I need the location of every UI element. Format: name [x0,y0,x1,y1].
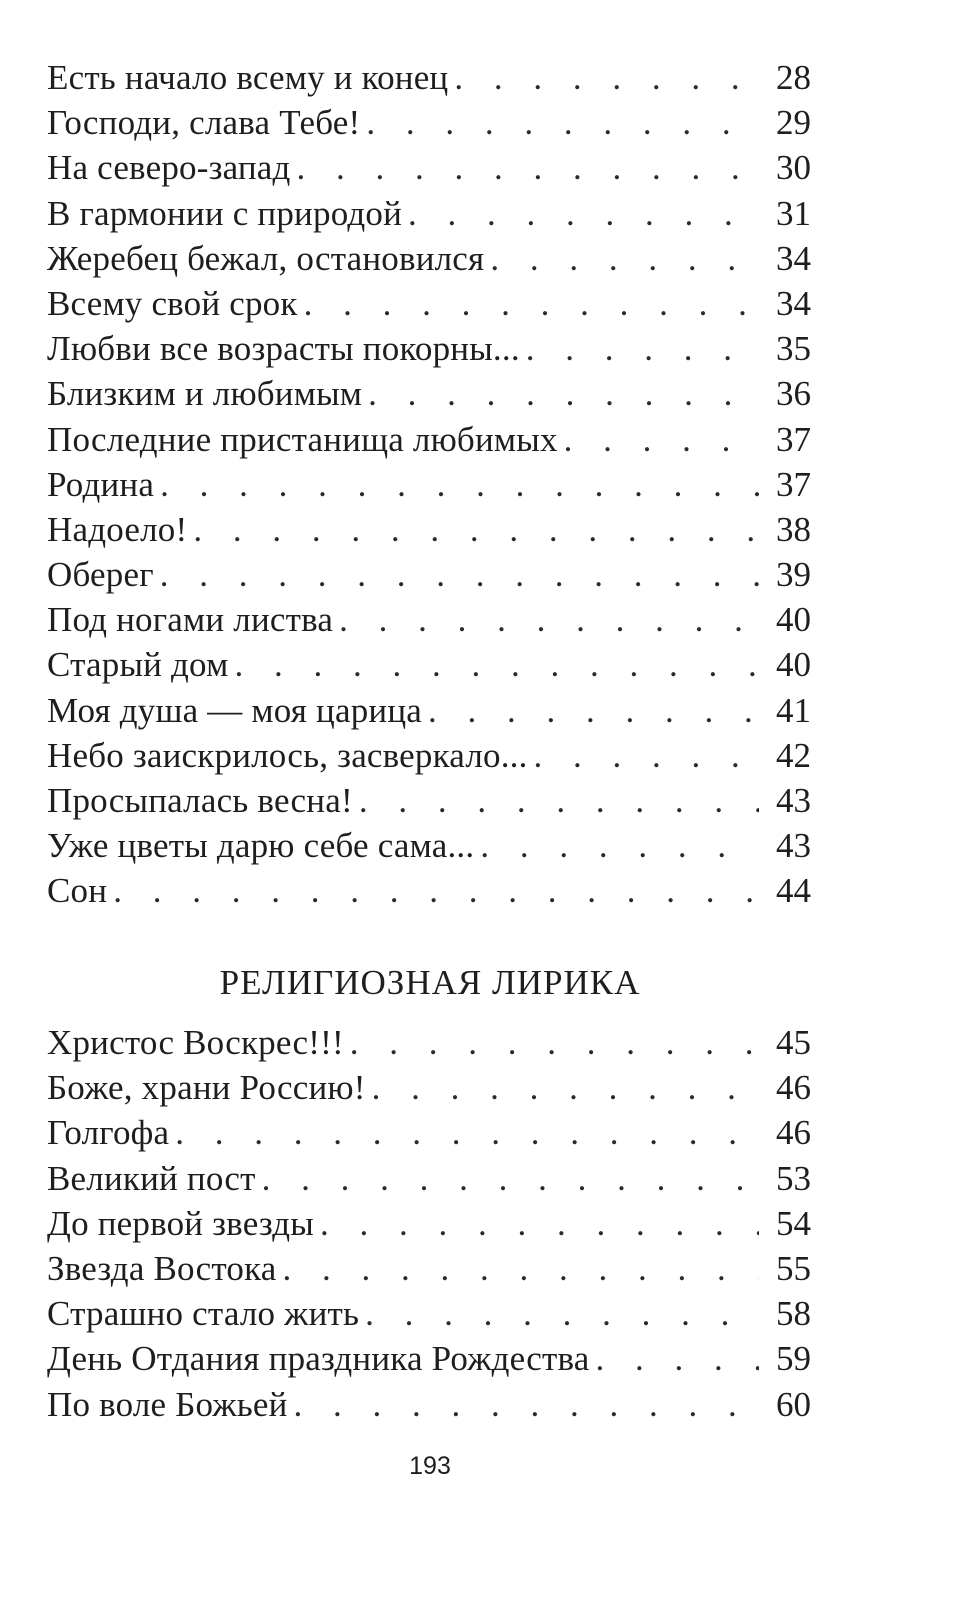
toc-entry [47,733,811,778]
section-heading: РЕЛИГИОЗНАЯ ЛИРИКА [219,963,641,1002]
toc-entry [47,1065,811,1110]
toc-entry [47,1156,811,1201]
dot-leader [234,642,759,687]
dot-leader [262,1156,759,1201]
toc-entry-page: 55 [776,1248,811,1288]
toc-entry-page: 37 [776,464,811,504]
toc-entry-page: 46 [776,1068,811,1108]
toc-entry [47,1336,811,1381]
dot-leader [113,868,759,913]
toc-entry [47,1020,811,1065]
toc-entry [47,868,811,913]
toc-entry-title: Боже, храни Россию! [47,1068,366,1108]
toc-entry-title: Всему свой срок [47,283,298,323]
dot-leader [359,778,759,823]
toc-entry-title: Голгофа [47,1113,170,1153]
dot-leader [534,733,759,778]
toc-entry-page: 40 [776,600,811,640]
toc-entry [47,778,811,823]
toc-entry-title: Моя душа — моя царица [47,690,423,730]
toc-entry [47,1201,811,1246]
dot-leader [428,688,759,733]
dot-leader [480,823,759,868]
dot-leader [339,597,759,642]
toc-entry-page: 46 [776,1113,811,1153]
toc-entry-title: Близким и любимым [47,374,363,414]
toc-entry [47,688,811,733]
toc-entry [47,823,811,868]
toc-entry [47,326,811,371]
toc-entry-page: 28 [776,58,811,97]
toc-entry-title: До первой звезды [47,1203,314,1243]
toc-entry-page: 59 [776,1339,811,1379]
toc-entry-page: 36 [776,374,811,414]
toc-entry-page: 60 [776,1384,811,1424]
toc-entry [47,597,811,642]
toc-entry-title: Небо заискрилось, засверкало... [47,735,528,775]
toc-entry-page: 43 [776,826,811,866]
toc-entry-title: Родина [47,464,155,504]
toc-entry-page: 53 [776,1158,811,1198]
toc-entry [47,417,811,462]
toc-entry-page: 42 [776,735,811,775]
toc-entry-page: 40 [776,645,811,685]
dot-leader [408,191,759,236]
toc-entry [47,100,811,145]
toc-entry-page: 34 [776,283,811,323]
toc-entry [47,145,811,190]
toc-entry [47,371,811,416]
toc-entry-page: 54 [776,1203,811,1243]
toc-entry-title: Великий пост [47,1158,256,1198]
toc-entry [47,191,811,236]
dot-leader [490,236,759,281]
dot-leader [297,145,759,190]
toc-entry [47,507,811,552]
dot-leader [175,1110,759,1155]
toc-entry-page: 29 [776,103,811,143]
toc-entry-title: Есть начало всему и конец [47,58,449,97]
toc-entry-page: 41 [776,690,811,730]
toc-entry-page: 45 [776,1023,811,1062]
dot-leader [320,1201,759,1246]
toc-entry-title: Старый дом [47,645,229,685]
toc-entry-title: Жеребец бежал, остановился [47,238,485,278]
toc-entry-title: Под ногами листва [47,600,334,640]
toc-entry-title: На северо-запад [47,148,291,188]
page-number: 193 [409,1452,451,1480]
toc-entry-title: В гармонии с природой [47,193,403,233]
dot-leader [526,326,759,371]
dot-leader [454,55,759,100]
toc-entry-page: 37 [776,419,811,459]
toc-list [47,1020,811,1427]
dot-leader [294,1382,759,1427]
toc-entry [47,462,811,507]
toc-entry [47,55,811,100]
toc-entry-page: 58 [776,1294,811,1334]
toc-entry-title: Уже цветы дарю себе сама... [47,826,475,866]
toc-entry [47,1382,811,1427]
toc-entry-title: Страшно стало жить [47,1294,360,1334]
toc-entry-title: Просыпалась весна! [47,781,353,820]
dot-leader [365,1291,759,1336]
toc-entry-page: 35 [776,329,811,369]
toc-entry-page: 39 [776,555,811,595]
dot-leader [350,1020,759,1065]
dot-leader [595,1336,759,1381]
toc-entry-title: Звезда Востока [47,1248,277,1288]
dot-leader [304,281,759,326]
toc-entry-title: Надоело! [47,509,188,549]
toc-entry [47,236,811,281]
toc-entry-title: Последние пристанища любимых [47,419,558,459]
dot-leader [564,417,759,462]
dot-leader [193,507,759,552]
dot-leader [368,371,759,416]
dot-leader [160,552,759,597]
toc-entry-title: День Отдания праздника Рождества [47,1339,590,1379]
toc-entry-page: 30 [776,148,811,188]
toc-list [47,55,811,914]
toc-entry [47,1291,811,1336]
toc-entry [47,552,811,597]
toc-entry-page: 44 [776,871,811,911]
toc-entry-page: 38 [776,509,811,549]
toc-entry-title: Сон [47,871,108,911]
toc-entry-title: Господи, слава Тебе! [47,103,361,143]
toc-entry [47,281,811,326]
toc-entry-page: 34 [776,238,811,278]
dot-leader [366,100,759,145]
toc-entry [47,1246,811,1291]
dot-leader [283,1246,760,1291]
toc-entry-page: 31 [776,193,811,233]
toc-entry [47,642,811,687]
toc-entry-title: Христос Воскрес!!! [47,1023,344,1062]
toc-entry-title: Оберег [47,555,154,595]
dot-leader [160,462,759,507]
toc-entry [47,1110,811,1155]
toc-entry-title: Любви все возрасты покорны... [47,329,520,369]
toc-entry-page: 43 [776,781,811,820]
toc-entry-title: По воле Божьей [47,1384,288,1424]
dot-leader [372,1065,759,1110]
